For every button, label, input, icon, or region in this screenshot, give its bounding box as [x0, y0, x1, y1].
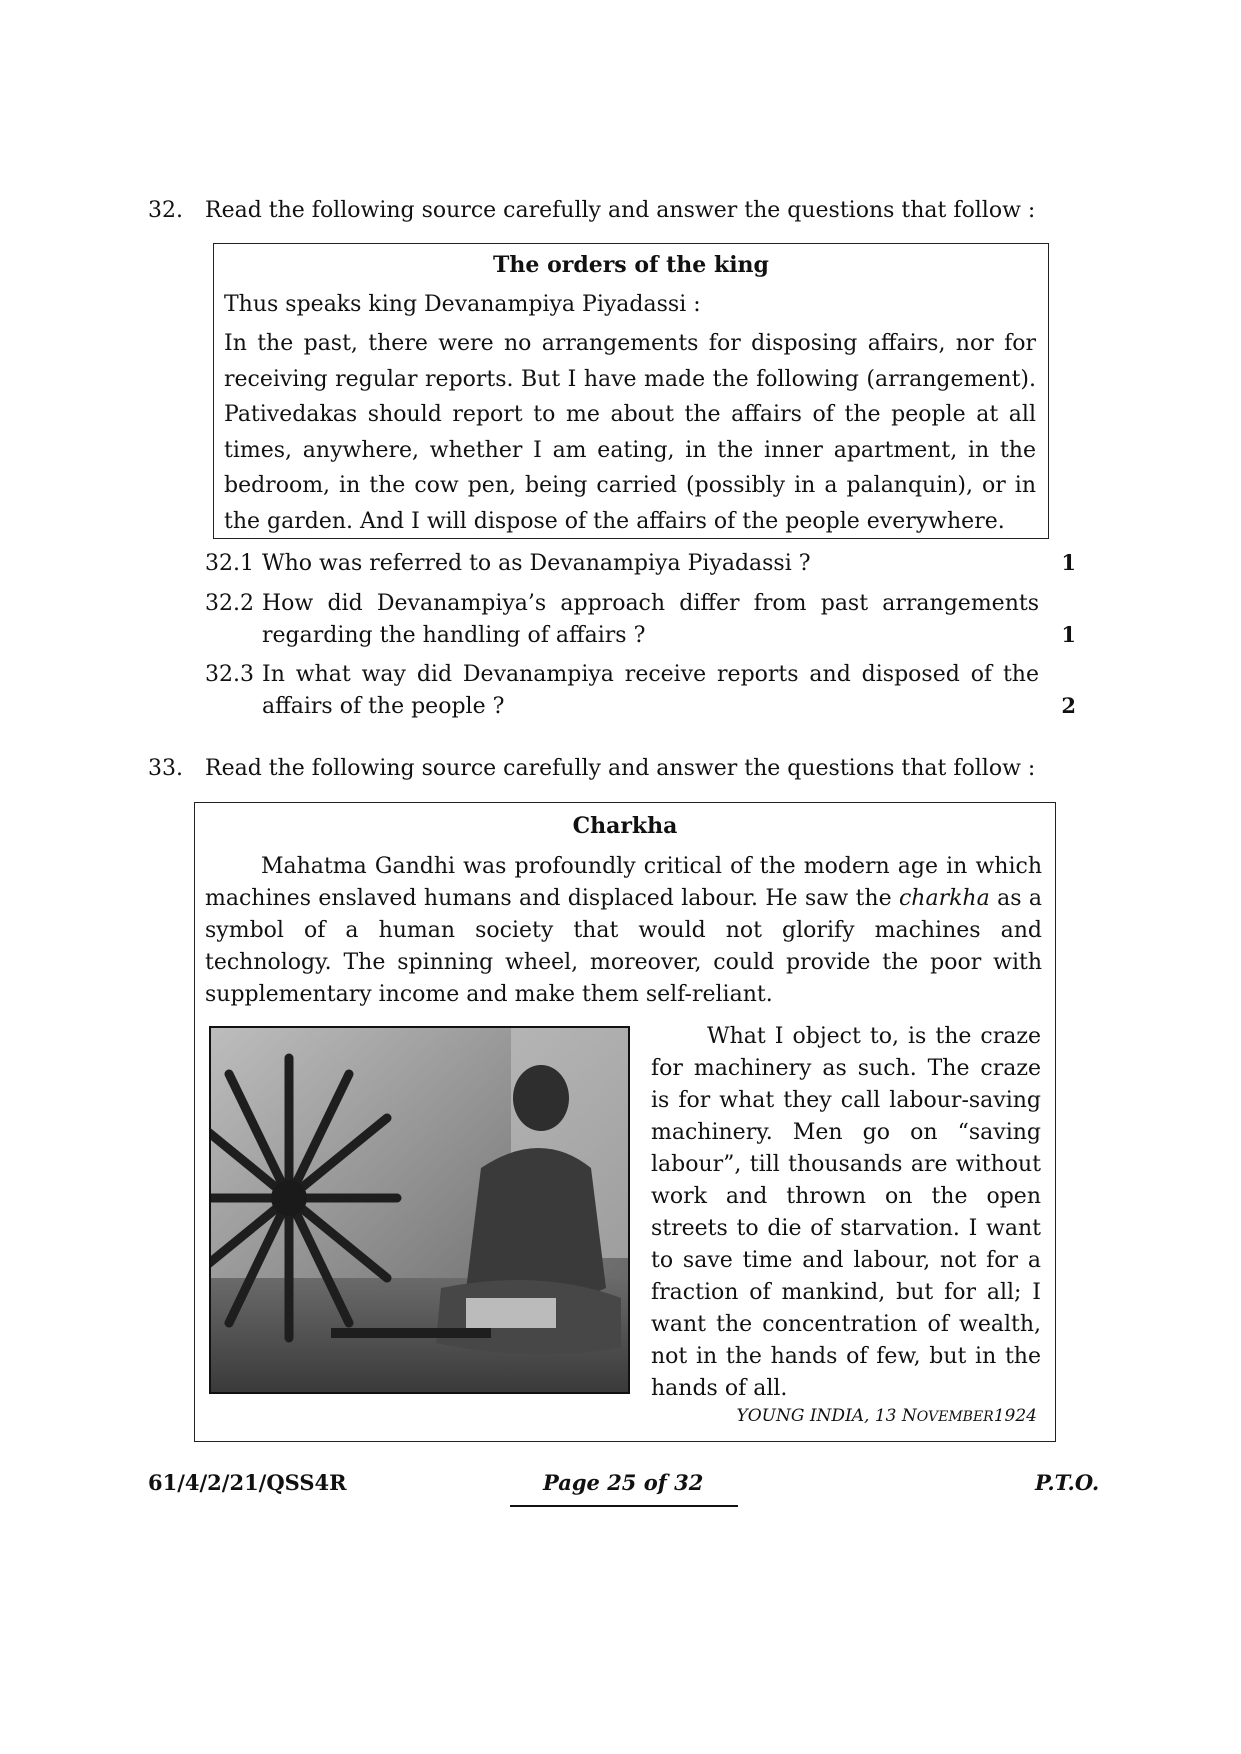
citation-main: YOUNG INDIA, 13 N [736, 1406, 917, 1426]
citation [737, 1406, 1038, 1426]
source-title: Charkha [572, 813, 678, 839]
para-text: Mahatma Gandhi was profoundly critical of the modern age in which machines enslaved humans and displaced labour. He saw the [205, 854, 1042, 911]
pto-label: P.T.O. [1035, 1470, 1100, 1495]
source-intro: Thus speaks king Devanampiya Piyadassi : [224, 292, 701, 317]
subquestion-text: In what way did Devanampiya receive reports and disposed of the affairs of the people ? [262, 662, 1039, 719]
marks: 1 [1061, 550, 1076, 575]
source-title: The orders of the king [493, 252, 769, 278]
page-underline [510, 1505, 738, 1507]
subquestion-number: 32.3 [205, 662, 254, 687]
gandhi-charkha-photo [209, 1026, 630, 1394]
question-33-instruction: Read the following source carefully and answer the questions that follow : [205, 756, 1036, 781]
gandhi-quote [651, 1021, 1041, 1405]
photo-illustration [211, 1028, 628, 1392]
subquestion-text: Who was referred to as Devanampiya Piyadassi ? [262, 551, 811, 576]
citation-year: 1924 [993, 1406, 1037, 1426]
subquestion-text: How did Devanampiya’s approach differ from past arrangements regarding the handling of affairs ? [262, 591, 1039, 648]
subquestion-number: 32.1 [205, 551, 254, 576]
quote-text: What I object to, is the craze for machinery as such. The craze is for what they call labour-saving machinery. Men go on “saving labour”, till thousands are without work and thrown on the open streets to die of starvation. I want to save time and labour, not for a fraction of mankind, but for all; I want the concentration of wealth, not in the hands of few, but in the hands of all. [651, 1024, 1041, 1401]
source-box-charkha [194, 802, 1056, 1442]
source-box-orders-of-king [213, 243, 1049, 539]
para-italic-word: charkha [898, 886, 990, 911]
question-32-instruction: Read the following source carefully and answer the questions that follow : [205, 198, 1036, 223]
marks: 1 [1061, 622, 1076, 647]
question-33-number: 33. [148, 756, 183, 781]
para-text: as a symbol of a human society that would not glorify machines and technology. The spinning wheel, moreover, could provide the poor with supplementary income and make them self-reliant. [205, 886, 1042, 1007]
question-32-number: 32. [148, 198, 183, 223]
page-number: Page 25 of 32 [543, 1470, 704, 1495]
marks: 2 [1061, 693, 1076, 718]
source-paragraph [205, 851, 1042, 1011]
paper-code: 61/4/2/21/QSS4R [148, 1470, 347, 1495]
subquestion-number: 32.2 [205, 591, 254, 616]
source-paragraph: In the past, there were no arrangements for disposing affairs, nor for receiving regular reports. But I have made the following (arrangement). Pativedakas should report to me about the affairs of the people at all times, anywhere, whether I am eating, in the inner apartment, in the bedroom, in the cow pen, being carried (possibly in a palanquin), or in the garden. And I will dispose of the affairs of the people everywhere. [224, 331, 1036, 534]
citation-smallcaps: OVEMBER [916, 1409, 994, 1425]
